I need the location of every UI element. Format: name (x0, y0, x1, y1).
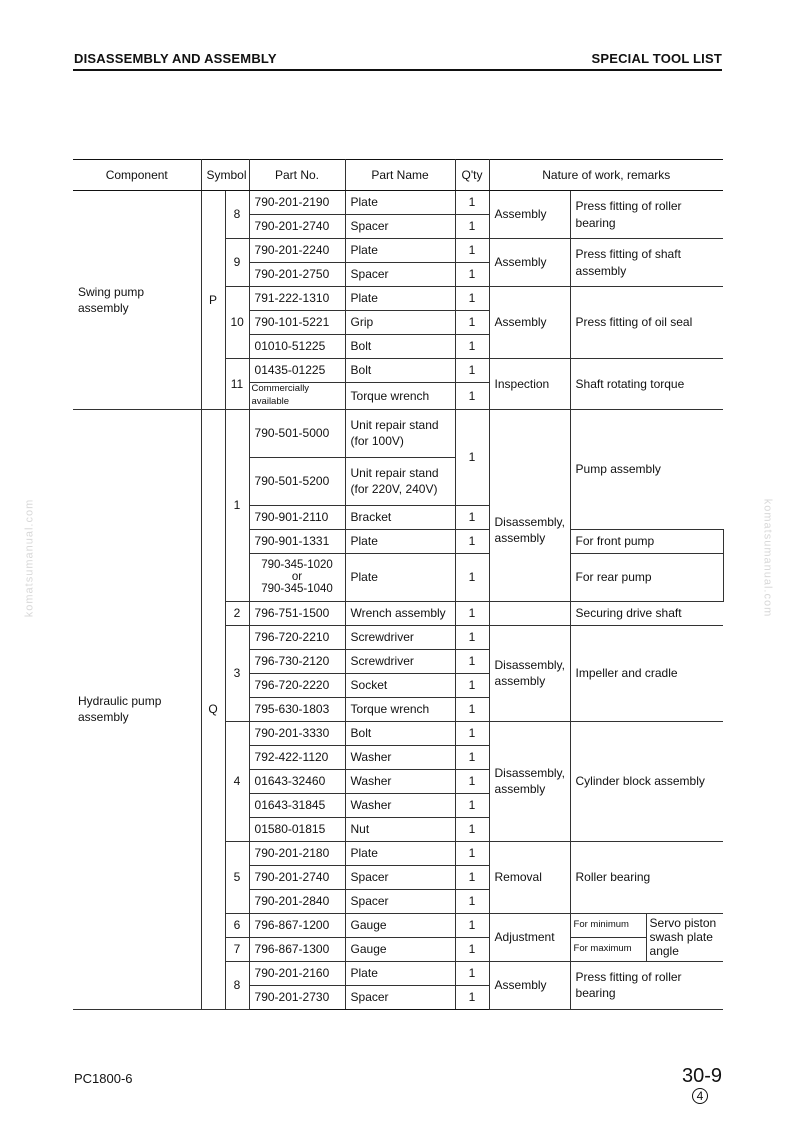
part-name: Spacer (345, 263, 455, 287)
col-part-name: Part Name (345, 160, 455, 191)
item-number: 11 (225, 359, 249, 410)
part-name: Plate (345, 191, 455, 215)
qty: 1 (455, 553, 489, 601)
special-tool-table (73, 159, 724, 1010)
part-name: Bracket (345, 505, 455, 529)
part-number: Commercially available (249, 383, 345, 410)
part-number: 790-501-5200 (249, 457, 345, 505)
item-number: 3 (225, 625, 249, 721)
part-name: Washer (345, 745, 455, 769)
part-number: 792-422-1120 (249, 745, 345, 769)
qty: 1 (455, 239, 489, 263)
part-name: Wrench assembly (345, 601, 455, 625)
remark-cell: For front pump (570, 529, 723, 553)
qty: 1 (455, 745, 489, 769)
part-number: 791-222-1310 (249, 287, 345, 311)
work-cell: Adjustment (489, 913, 570, 961)
part-number: 790-201-2180 (249, 841, 345, 865)
part-number: 01010-51225 (249, 335, 345, 359)
model-number: PC1800-6 (74, 1071, 133, 1086)
part-number: 796-867-1300 (249, 937, 345, 961)
remark-cell: For rear pump (570, 553, 723, 601)
part-number: 796-751-1500 (249, 601, 345, 625)
part-number: 790-201-2730 (249, 985, 345, 1009)
part-number: 01435-01225 (249, 359, 345, 383)
remark-cell: Shaft rotating torque (570, 359, 723, 410)
qty: 1 (455, 673, 489, 697)
col-part-no: Part No. (249, 160, 345, 191)
component-cell: Hydraulic pump assembly (73, 409, 201, 1009)
part-name: Socket (345, 673, 455, 697)
table-row (73, 409, 723, 457)
page-title: SPECIAL TOOL LIST (591, 51, 722, 66)
qty: 1 (455, 889, 489, 913)
work-cell: Assembly (489, 239, 570, 287)
qty: 1 (455, 985, 489, 1009)
part-number: 01643-31845 (249, 793, 345, 817)
part-number: 790-201-2160 (249, 961, 345, 985)
qty: 1 (455, 505, 489, 529)
remark-cell: Press fitting of roller bearing (570, 961, 723, 1009)
part-number: 790-201-2240 (249, 239, 345, 263)
qty: 1 (455, 335, 489, 359)
item-number: 1 (225, 409, 249, 601)
part-name: Plate (345, 553, 455, 601)
part-name: Spacer (345, 865, 455, 889)
col-nature-of-work: Nature of work, remarks (489, 160, 723, 191)
qty: 1 (455, 937, 489, 961)
part-number-or: or (291, 571, 303, 584)
work-cell: Removal (489, 841, 570, 913)
col-qty: Q'ty (455, 160, 489, 191)
page-number: 30-9 (681, 1065, 722, 1087)
qty: 1 (455, 769, 489, 793)
remark-cell: For maximum (570, 937, 646, 961)
part-name: Gauge (345, 913, 455, 937)
part-number: 790-201-2190 (249, 191, 345, 215)
item-number: 5 (225, 841, 249, 913)
part-number: 790-901-1331 (249, 529, 345, 553)
qty: 1 (455, 865, 489, 889)
item-number: 9 (225, 239, 249, 287)
qty: 1 (455, 215, 489, 239)
watermark-right: komatsumanual.com (760, 498, 773, 618)
remark-cell: Press fitting of roller bearing (570, 191, 723, 239)
remark-cell: Securing drive shaft (570, 601, 723, 625)
part-name: Plate (345, 287, 455, 311)
part-name: Nut (345, 817, 455, 841)
qty: 1 (455, 311, 489, 335)
part-number: 790-201-2840 (249, 889, 345, 913)
part-name: Bolt (345, 721, 455, 745)
part-name: Torque wrench (345, 697, 455, 721)
remark-cell: Servo piston swash plate angle (646, 913, 723, 961)
part-number: 796-720-2210 (249, 625, 345, 649)
qty: 1 (455, 191, 489, 215)
component-cell: Swing pump assembly (73, 191, 201, 410)
item-number: 4 (225, 721, 249, 841)
qty: 1 (455, 625, 489, 649)
part-name: Grip (345, 311, 455, 335)
qty: 1 (455, 529, 489, 553)
item-number: 7 (225, 937, 249, 961)
col-symbol: Symbol (201, 160, 249, 191)
qty: 1 (455, 263, 489, 287)
part-name: Washer (345, 769, 455, 793)
table-row (73, 191, 723, 215)
symbol-cell: Q (201, 409, 225, 1009)
part-name: Plate (345, 239, 455, 263)
part-number: 790-201-3330 (249, 721, 345, 745)
part-number: 796-867-1200 (249, 913, 345, 937)
work-cell: Inspection (489, 359, 570, 410)
part-name: Plate (345, 529, 455, 553)
part-name: Spacer (345, 985, 455, 1009)
item-number: 10 (225, 287, 249, 359)
qty: 1 (455, 409, 489, 505)
part-number: 790-201-2750 (249, 263, 345, 287)
qty: 1 (455, 383, 489, 410)
item-number: 8 (225, 961, 249, 1009)
part-name: Plate (345, 841, 455, 865)
part-name: Torque wrench (345, 383, 455, 410)
part-name: Gauge (345, 937, 455, 961)
work-cell: Disassembly, assembly (489, 721, 570, 841)
part-number: 796-720-2220 (249, 673, 345, 697)
part-number: 01580-01815 (249, 817, 345, 841)
work-cell: Assembly (489, 191, 570, 239)
part-number: 790-201-2740 (249, 865, 345, 889)
part-number: 796-730-2120 (249, 649, 345, 673)
part-name: Bolt (345, 359, 455, 383)
work-cell: Assembly (489, 287, 570, 359)
part-name: Screwdriver (345, 649, 455, 673)
part-number: 01643-32460 (249, 769, 345, 793)
qty: 1 (455, 817, 489, 841)
qty: 1 (455, 287, 489, 311)
col-component: Component (73, 160, 201, 191)
remark-cell: Press fitting of shaft assembly (570, 239, 723, 287)
section-title: DISASSEMBLY AND ASSEMBLY (74, 51, 277, 66)
part-number: 790-501-5000 (249, 409, 345, 457)
part-name: Unit repair stand (for 220V, 240V) (345, 457, 455, 505)
qty: 1 (455, 961, 489, 985)
part-number (249, 553, 345, 601)
work-cell: Disassembly, assembly (489, 625, 570, 721)
remark-cell: Cylinder block assembly (570, 721, 723, 841)
part-number-b: 790-345-1040 (261, 583, 333, 596)
part-number: 790-101-5221 (249, 311, 345, 335)
header-rule (73, 69, 722, 71)
qty: 1 (455, 721, 489, 745)
part-number-a: 790-345-1020 (261, 559, 333, 572)
watermark-left: komatsumanual.com (23, 498, 36, 618)
part-number: 790-901-2110 (249, 505, 345, 529)
qty: 1 (455, 601, 489, 625)
part-name: Bolt (345, 335, 455, 359)
table-header-row (73, 160, 723, 191)
remark-cell: Pump assembly (570, 409, 723, 529)
part-number: 795-630-1803 (249, 697, 345, 721)
work-cell: Assembly (489, 961, 570, 1009)
item-number: 6 (225, 913, 249, 937)
remark-cell: For minimum (570, 913, 646, 937)
qty: 1 (455, 913, 489, 937)
qty: 1 (455, 359, 489, 383)
part-name: Unit repair stand (for 100V) (345, 409, 455, 457)
revision-badge: 4 (692, 1088, 708, 1104)
qty: 1 (455, 649, 489, 673)
work-cell-blank (489, 601, 570, 625)
item-number: 2 (225, 601, 249, 625)
part-name: Spacer (345, 215, 455, 239)
part-name: Washer (345, 793, 455, 817)
part-name: Screwdriver (345, 625, 455, 649)
qty: 1 (455, 841, 489, 865)
part-name: Spacer (345, 889, 455, 913)
remark-cell: Roller bearing (570, 841, 723, 913)
qty: 1 (455, 697, 489, 721)
part-name: Plate (345, 961, 455, 985)
remark-cell: Impeller and cradle (570, 625, 723, 721)
item-number: 8 (225, 191, 249, 239)
symbol-cell: P (201, 191, 225, 410)
qty: 1 (455, 793, 489, 817)
work-cell: Disassembly, assembly (489, 409, 570, 601)
remark-cell: Press fitting of oil seal (570, 287, 723, 359)
part-number: 790-201-2740 (249, 215, 345, 239)
